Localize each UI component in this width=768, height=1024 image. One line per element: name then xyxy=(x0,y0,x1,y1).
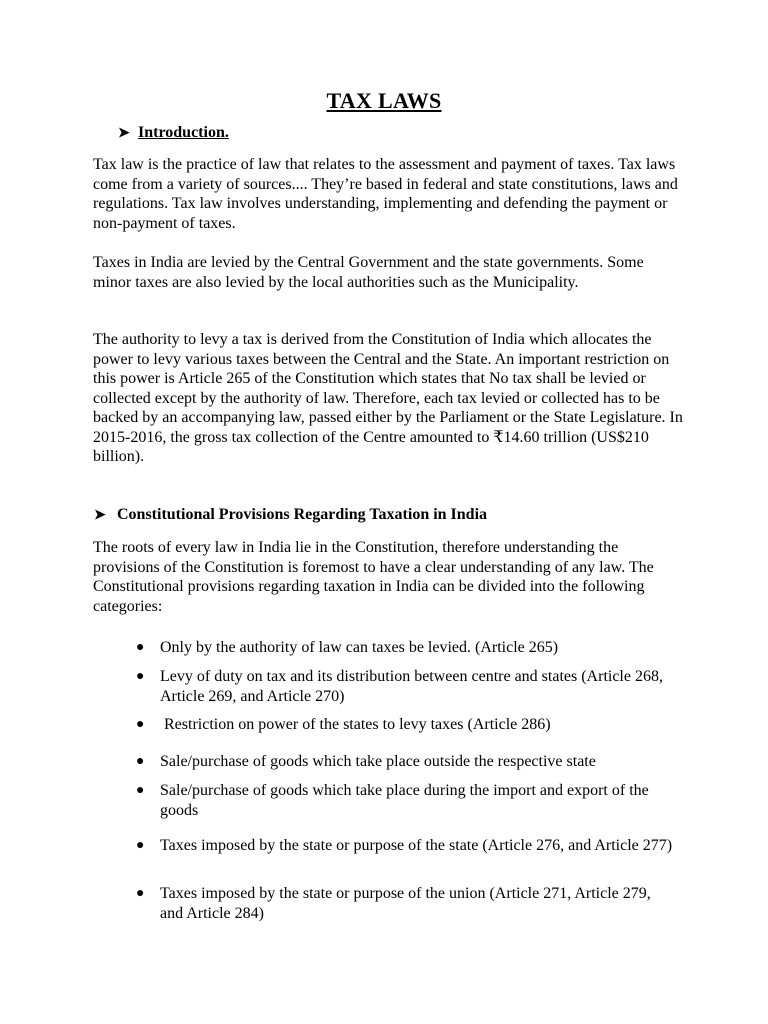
list-item-text: Levy of duty on tax and its distribution between centre and states (Article 268, Article 269, and Article 270) xyxy=(160,668,663,705)
list-item xyxy=(136,884,676,923)
bullet-dot-icon: ● xyxy=(136,640,145,655)
list-item xyxy=(136,836,676,856)
list-item xyxy=(136,715,676,735)
section-paragraph: The roots of every law in India lie in the Constitution, therefore understanding the provisions of the Constitution is foremost to have a clear understanding of any law. The Constitutional provisions regarding taxation in India can be divided into the following categories: xyxy=(93,539,654,615)
list-item-text: Taxes imposed by the state or purpose of the state (Article 276, and Article 277) xyxy=(160,837,673,854)
arrow-bullet-icon: ➤ xyxy=(94,507,106,523)
intro-paragraph-1: Tax law is the practice of law that relates to the assessment and payment of taxes. Tax laws come from a variety of sources.... They’re based in federal and state constitutions, laws and regulations. Tax law involves understanding, implementing and defending the payment or non-payment of taxes. xyxy=(93,156,678,232)
intro-paragraph-2: Taxes in India are levied by the Central Government and the state governments. Some minor taxes are also levied by the local authorities such as the Municipality. xyxy=(93,254,644,291)
page-title: TAX LAWS xyxy=(326,88,442,113)
bullet-dot-icon: ● xyxy=(136,783,145,798)
bullet-dot-icon: ● xyxy=(136,838,145,853)
introduction-heading-label: Introduction. xyxy=(138,124,229,141)
bullet-dot-icon: ● xyxy=(136,886,145,901)
constitutional-provisions-heading-label: Constitutional Provisions Regarding Taxation in India xyxy=(117,506,488,523)
intro-paragraph-3: The authority to levy a tax is derived from the Constitution of India which allocates the power to levy various taxes between the Central and the State. An important restriction on this power is Article 265 of the Constitution which states that No tax shall be levied or collected except by the authority of law. Therefore, each tax levied or collected has to be backed by an accompanying law, passed either by the Parliament or the State Legislature. In 2015-2016, the gross tax collection of the Centre amounted to ₹14.60 trillion (US$210 billion). xyxy=(93,331,683,465)
list-item-text: Sale/purchase of goods which take place outside the respective state xyxy=(160,753,596,770)
list-item xyxy=(136,781,676,820)
bullet-dot-icon: ● xyxy=(136,717,145,732)
arrow-bullet-icon: ➤ xyxy=(118,125,130,141)
list-item-text: Sale/purchase of goods which take place during the import and export of the goods xyxy=(160,782,649,819)
list-item xyxy=(136,638,676,658)
list-item xyxy=(136,667,676,706)
constitutional-provisions-heading xyxy=(94,506,487,524)
bullet-dot-icon: ● xyxy=(136,669,145,684)
introduction-heading xyxy=(118,124,229,142)
list-item xyxy=(136,752,676,772)
list-item-text: Taxes imposed by the state or purpose of the union (Article 271, Article 279, and Article 284) xyxy=(160,885,651,922)
list-item-text: Restriction on power of the states to levy taxes (Article 286) xyxy=(164,716,551,733)
bullet-dot-icon: ● xyxy=(136,754,145,769)
list-item-text: Only by the authority of law can taxes be levied. (Article 265) xyxy=(160,639,559,656)
